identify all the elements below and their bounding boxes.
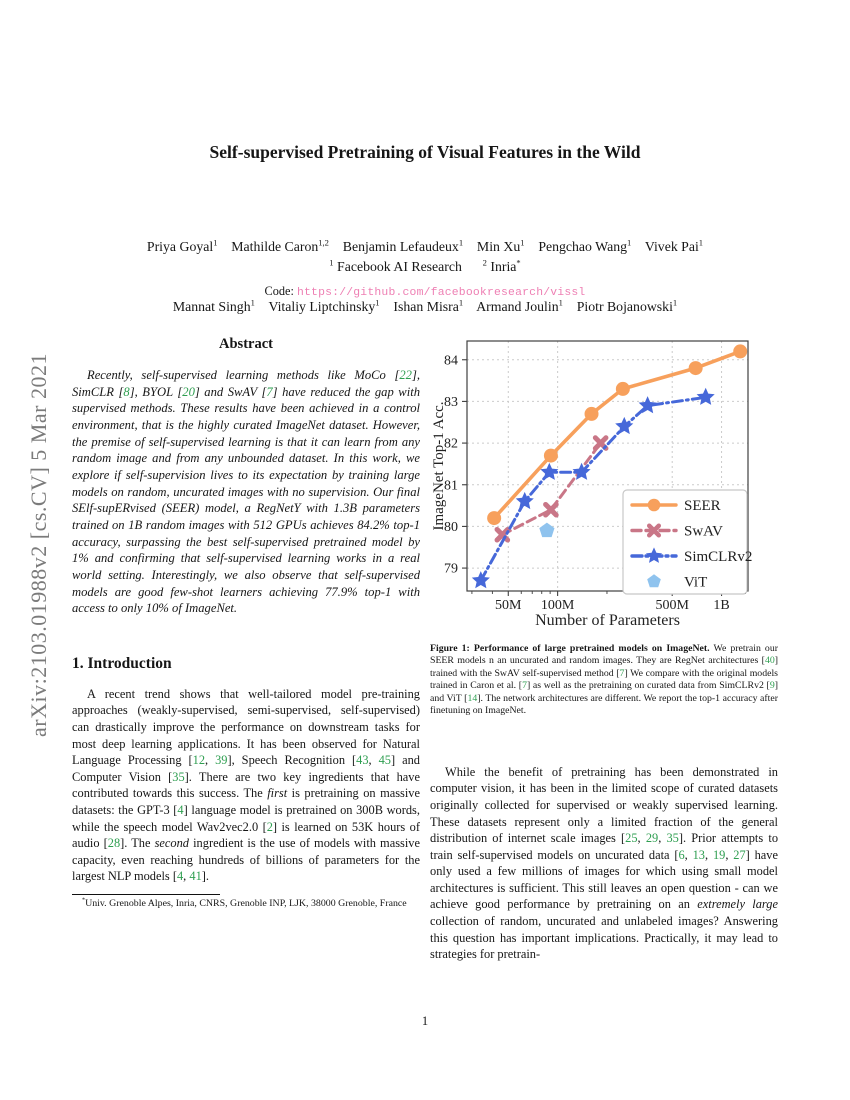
citation-link[interactable]: 4 — [176, 869, 184, 884]
y-axis-label: ImageNet Top-1 Acc. — [431, 401, 447, 531]
svg-text:79: 79 — [444, 561, 458, 577]
citation-link[interactable]: 28 — [107, 836, 121, 851]
svg-text:84: 84 — [444, 353, 458, 369]
text-segment: second — [154, 836, 190, 851]
text-segment: 1 — [698, 237, 704, 248]
citation-link[interactable]: 2 — [266, 819, 273, 834]
svg-text:81: 81 — [444, 478, 458, 494]
text-segment: * — [82, 897, 86, 904]
legend-label: SwAV — [684, 523, 723, 540]
text-segment: first — [267, 786, 288, 801]
introduction-paragraph-1: A recent trend shows that well-tailored model pre-training approaches (weakly-supervised, semi-supervised, self-supervised) can drastically improve the performance on downstream tasks for most deep learning applications. It has been observed for Natural Language Processing [12, 39], Speech Recognition [43, 45] and Computer Vision [35]. There are two key ingredients that have contributed towards this success. The first is pretraining on massive datasets: the GPT-3 [4] language model is pretrained on 300B words, while the speech model Wav2vec2.0 [2] is learned on 53K hours of audio [28]. The second ingredient is the use of models with massive capacity, even reaching hundreds of billions of parameters for the largest NLP models [4, 41]. — [72, 686, 420, 884]
citation-link[interactable]: 19 — [712, 847, 726, 862]
abstract-paragraph: Recently, self-supervised learning methods like MoCo [22], SimCLR [8], BYOL [20] and SwAV [7] have reduced the gap with supervised methods. These results have been achieved in a control environment, that is the highly curated ImageNet dataset. However, the premise of self-supervised learning is that it can learn from any random image and from any unbounded dataset. In this work, we explore if self-supervision lives to its expectation by training large models on random, uncurated images with no supervision. Our final SElf-supERvised (SEER) model, a RegNetY with 1.3B parameters trained on 1B random images with 512 GPUs achieves 84.2% top-1 accuracy, surpassing the best self-supervised pretrained model by 1% and confirming that self-supervised learning works in a real world setting. Interestingly, we also observe that self-supervised models are good few-shot learners achieving 77.9% top-1 with access to only 10% of ImageNet. — [72, 368, 420, 616]
citation-link[interactable]: 6 — [678, 847, 685, 862]
citation-link[interactable]: 39 — [215, 753, 228, 768]
page-title: Self-supervised Pretraining of Visual Features in the Wild — [209, 142, 641, 162]
citation-link[interactable]: 7 — [619, 667, 625, 679]
chart-legend — [623, 490, 752, 594]
legend-label: ViT — [684, 574, 708, 591]
text-segment: 1,2 — [318, 237, 329, 248]
legend-label: SimCLRv2 — [684, 549, 753, 565]
citation-link[interactable]: 40 — [764, 655, 775, 667]
svg-text:50M: 50M — [495, 598, 522, 613]
svg-text:500M: 500M — [655, 598, 689, 613]
citation-link[interactable]: 14 — [467, 692, 478, 704]
citation-link[interactable]: 12 — [192, 753, 206, 768]
text-segment: 1 — [672, 297, 678, 308]
text-segment: extremely large — [697, 897, 778, 912]
author-row-1: Priya Goyal$^1$ Mathilde Caron$^{1,2}$ Benjamin Lefaudeux$^1$ Min Xu$^1$ Pengchao Wang$^1$ Vivek Pai$^1$ — [146, 237, 704, 254]
text-segment: 1 — [250, 297, 255, 308]
introduction-paragraph-2: While the benefit of pretraining has been demonstrated in computer vision, it has been in the limited scope of curated datasets originally collected for supervised or weakly supervised learning. These datasets represent only a limited fraction of the general distribution of internet scale images [25, 29, 35]. Prior attempts to train self-supervised models on uncurated data [6, 13, 19, 27] have only used a few millions of images for which using small model architectures is sufficient. This still leaves an open question - can we achieve good performance by pretraining on an extremely large collection of random, uncurated and unlabeled images? Answering this question has important implications. Practically, it may lead to strategies for pretrain- — [430, 764, 779, 962]
svg-text:1B: 1B — [713, 598, 730, 613]
citation-link[interactable]: 27 — [733, 847, 746, 862]
footnote-text: *Univ. Grenoble Alpes, Inria, CNRS, Grenoble INP, LJK, 38000 Grenoble, France — [82, 897, 407, 909]
svg-text:82: 82 — [444, 436, 458, 452]
page-number: 1 — [421, 1014, 429, 1028]
figure1-caption: Figure 1: Performance of large pretrained models on ImageNet. We pretrain our SEER models n an uncurated and random images. They are RegNet architectures [40] trained with the SwAV self-supervised method [7] We compare with the original models trained in Caron et al. [7] as well as the pretraining on curated data from SimCLRv2 [9] and ViT [14]. The network architectures are different. We report the top-1 accuracy after finetuning on ImageNet. — [430, 643, 778, 717]
citation-link[interactable]: 25 — [625, 831, 638, 846]
section-heading-introduction: 1. Introduction — [72, 654, 172, 672]
citation-link[interactable]: 7 — [266, 384, 273, 399]
affiliation-line: $^1$ Facebook AI Research $^2$ Inria* — [329, 257, 521, 274]
text-segment: 1 — [520, 237, 525, 248]
abstract-heading: Abstract — [219, 336, 273, 352]
citation-link[interactable]: 43 — [356, 753, 369, 768]
text-segment: Figure 1: Performance of large pretrained models on ImageNet. — [430, 643, 710, 654]
figure1-chart — [430, 330, 775, 628]
text-segment: 1 — [458, 297, 464, 308]
text-segment: 1 — [458, 237, 464, 248]
text-segment: 1 — [213, 237, 218, 248]
citation-link[interactable]: 22 — [399, 368, 412, 382]
x-axis-label: Number of Parameters — [535, 612, 680, 628]
citation-link[interactable]: 7 — [522, 680, 527, 692]
svg-text:80: 80 — [444, 519, 458, 535]
text-segment: 2 — [482, 257, 487, 268]
text-segment: 1 — [329, 257, 334, 268]
left-column — [72, 336, 420, 911]
code-line: Code: https://github.com/facebookresearch/vissl — [264, 284, 586, 299]
svg-text:100M: 100M — [540, 598, 575, 613]
text-segment: * — [516, 257, 521, 268]
citation-link[interactable]: 20 — [182, 384, 195, 399]
citation-link[interactable]: 9 — [769, 680, 775, 692]
citation-link[interactable]: 35 — [172, 769, 185, 784]
text-segment: 1 — [375, 297, 380, 308]
footnote-rule — [72, 894, 220, 895]
citation-link[interactable]: 8 — [123, 384, 130, 399]
figure1 — [430, 330, 778, 718]
svg-text:83: 83 — [444, 394, 458, 410]
citation-link[interactable]: 4 — [177, 803, 184, 817]
right-column — [430, 330, 778, 963]
citation-link[interactable]: 29 — [645, 831, 659, 846]
citation-link[interactable]: 45 — [378, 753, 391, 768]
arxiv-watermark: arXiv:2103.01988v2 [cs.CV] 5 Mar 2021 — [26, 353, 51, 737]
legend-label: SEER — [684, 498, 721, 514]
author-row-2: Mannat Singh$^1$ Vitaliy Liptchinsky$^1$ Ishan Misra$^1$ Armand Joulin$^1$ Piotr Bojanowski$^1$ — [172, 297, 678, 314]
citation-link[interactable]: 13 — [692, 847, 705, 862]
text-segment: 1 — [558, 297, 563, 308]
text-segment: 1 — [627, 237, 632, 248]
code-url-link[interactable]: https://github.com/facebookresearch/vissl — [296, 287, 586, 299]
citation-link[interactable]: 35 — [666, 831, 679, 846]
citation-link[interactable]: 41 — [189, 869, 202, 884]
